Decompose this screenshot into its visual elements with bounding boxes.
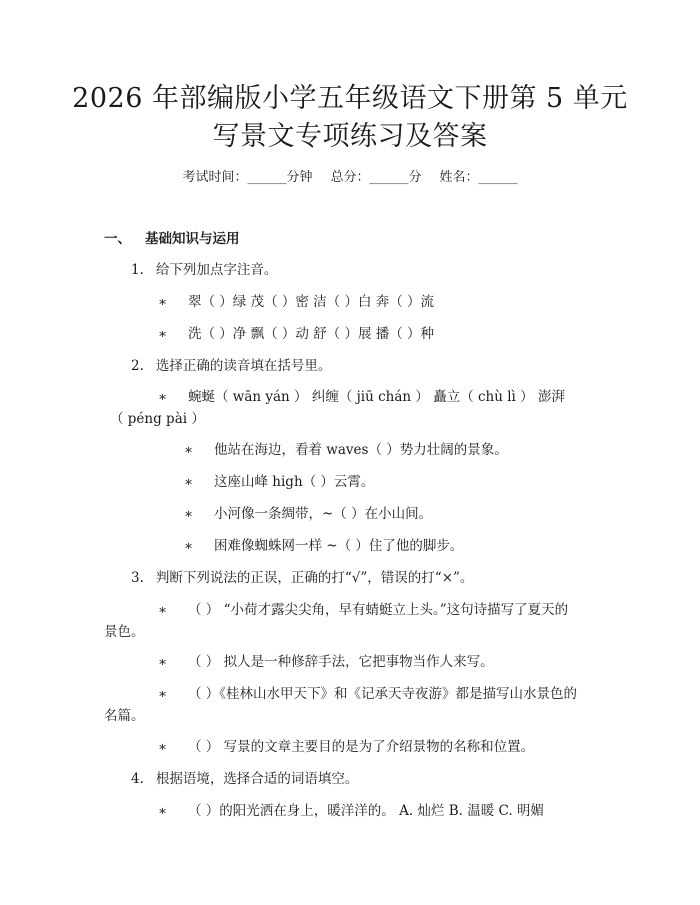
q2-sentence-3 xyxy=(184,504,432,524)
q4-item-1 xyxy=(158,801,544,821)
item-text: （ ） 拟人是一种修辞手法，它把事物当作人来写。 xyxy=(188,654,494,670)
question-number: 2. xyxy=(131,358,144,374)
total-score-unit: 分 xyxy=(408,170,422,185)
question-1 xyxy=(131,260,277,280)
item-text: 蜿蜒（ wān yán ） 纠缠（ jiū chán ） 矗立（ chù lì ） 澎湃 xyxy=(188,389,565,405)
question-text: 根据语境，选择合适的词语填空。 xyxy=(155,771,359,787)
exam-info xyxy=(0,168,700,188)
bullet-icon: ∗ xyxy=(158,686,168,702)
q3-item-1-cont: 景色。 xyxy=(104,624,145,640)
q2-sentence-2 xyxy=(184,472,374,492)
q1-item-1 xyxy=(158,292,434,312)
q3-item-4 xyxy=(158,737,534,757)
question-number: 4. xyxy=(131,771,144,787)
question-2 xyxy=(131,356,331,376)
q2-sentence-1 xyxy=(184,440,508,460)
name-blank: ______ xyxy=(478,170,518,185)
question-text: 选择正确的读音填在括号里。 xyxy=(155,358,332,374)
bullet-icon: ∗ xyxy=(184,474,194,490)
question-number: 1. xyxy=(131,262,144,278)
total-score-blank: ______ xyxy=(369,170,409,185)
item-text: 洗（ ）净 飘（ ）动 舒（ ）展 播（ ）种 xyxy=(188,326,435,342)
exam-time-unit: 分钟 xyxy=(286,170,313,185)
question-4 xyxy=(131,769,358,789)
question-text: 判断下列说法的正误，正确的打“√”，错误的打“×”。 xyxy=(155,570,474,586)
total-score-label: 总分： xyxy=(330,170,370,185)
document-title-line-2: 写景文专项练习及答案 xyxy=(212,121,488,152)
q3-item-1 xyxy=(158,600,568,620)
name-label: 姓名： xyxy=(439,170,479,185)
bullet-icon: ∗ xyxy=(158,803,168,819)
q3-item-3 xyxy=(158,684,577,704)
bullet-icon: ∗ xyxy=(184,538,194,554)
bullet-icon: ∗ xyxy=(158,389,168,405)
item-text: 困难像蜘蛛网一样 ~（ ）住了他的脚步。 xyxy=(214,538,464,554)
question-3 xyxy=(131,568,473,588)
q2-sentence-4 xyxy=(184,536,463,556)
document-title-line-1: 2026 年部编版小学五年级语文下册第 5 单元 xyxy=(72,83,628,114)
section-title: 基础知识与运用 xyxy=(145,231,240,247)
q1-item-2 xyxy=(158,324,434,344)
item-text: 小河像一条绸带，~（ ）在小山间。 xyxy=(214,506,433,522)
q2-pinyin-line xyxy=(158,387,565,407)
bullet-icon: ∗ xyxy=(184,506,194,522)
item-text: （ ） 写景的文章主要目的是为了介绍景物的名称和位置。 xyxy=(188,739,535,755)
q3-item-2 xyxy=(158,652,494,672)
item-text: （ ）《桂林山水甲天下》和《记承天寺夜游》都是描写山水景色的 xyxy=(188,686,578,702)
exam-time-blank: ______ xyxy=(247,170,287,185)
bullet-icon: ∗ xyxy=(158,326,168,342)
section-heading xyxy=(104,229,240,249)
q2-pinyin-line-cont: （ péng pài ） xyxy=(110,411,205,427)
section-number: 一、 xyxy=(104,231,131,247)
question-text: 给下列加点字注音。 xyxy=(155,262,278,278)
bullet-icon: ∗ xyxy=(158,739,168,755)
bullet-icon: ∗ xyxy=(184,442,194,458)
q3-item-3-cont: 名篇。 xyxy=(104,708,145,724)
item-text: （ ）的阳光洒在身上，暖洋洋的。 A. 灿烂 B. 温暖 C. 明媚 xyxy=(188,803,544,819)
bullet-icon: ∗ xyxy=(158,654,168,670)
item-text: （ ） “小荷才露尖尖角，早有蜻蜓立上头。”这句诗描写了夏天的 xyxy=(188,602,569,618)
item-text: 这座山峰 high（ ）云霄。 xyxy=(214,474,375,490)
item-text: 他站在海边，看着 waves（ ）势力壮阔的景象。 xyxy=(214,442,508,458)
question-number: 3. xyxy=(131,570,144,586)
exam-time-label: 考试时间： xyxy=(182,170,248,185)
bullet-icon: ∗ xyxy=(158,294,168,310)
bullet-icon: ∗ xyxy=(158,602,168,618)
item-text: 翠（ ）绿 茂（ ）密 洁（ ）白 奔（ ）流 xyxy=(188,294,435,310)
